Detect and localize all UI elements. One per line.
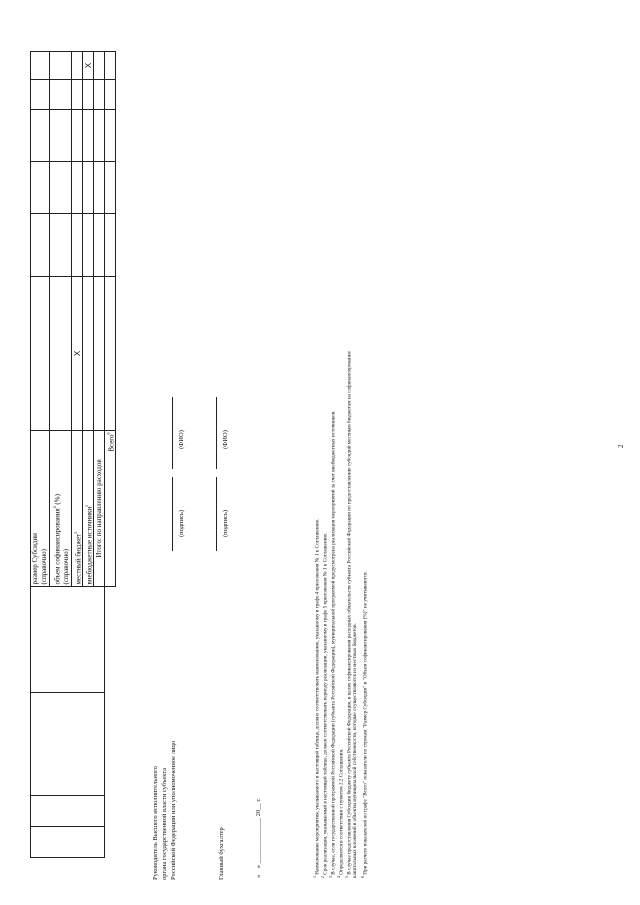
row-label-grand-total: Всего$^6$ <box>105 431 116 587</box>
row-label-subsidy-size: размер Субсидии (справочно) <box>31 431 50 587</box>
fio-line <box>172 397 173 469</box>
footnote: $^4$ Определяется в соответствии с пунктом 2.2 Соглашения. <box>336 748 345 878</box>
footnote: $^3$ В случае, если государственной программой Российской Федерации (субъекта Российской Федерации), муниципальной программой предусмотрена реализация мероприятий за счет внебюджетных источников. <box>328 410 337 878</box>
page-number: 2 <box>617 444 625 448</box>
row-label-total-by-direction: Итого: по направлению расходов <box>94 431 105 587</box>
cell-x-mark: X <box>83 52 94 80</box>
accountant-title: Главный бухгалтер <box>218 827 225 880</box>
row-label-local-budget: местный бюджет$^5$ <box>72 431 83 587</box>
table-row <box>105 52 116 858</box>
head-title-line-3: Российской Федерации или уполномоченное лицо <box>170 740 177 880</box>
footnote: $^1$ Наименование мероприятия, указываемого в настоящей таблице, должно соответствовать наименованию, указанному в графе 4 приложения № 1 к Соглашению. <box>312 518 321 878</box>
signature-line <box>216 477 217 551</box>
signature-caption: (подпись) <box>222 510 229 537</box>
table-row <box>31 52 50 858</box>
financing-table <box>30 51 116 858</box>
cell-x-mark: X <box>72 277 83 431</box>
row-label-extrabudget: внебюджетные источники$^5$ <box>83 431 94 587</box>
head-title-line-1: Руководитель Высшего исполнительного <box>152 766 159 880</box>
footnote-continuation: капитальных вложений в объекты муниципальной собственности, которые осуществляются из местных бюджетов. <box>352 623 358 878</box>
head-title-line-2: органа государственной власти субъекта <box>161 767 168 880</box>
fio-caption: (ФИО) <box>178 430 185 449</box>
date-line: « » ______________ 20__ г. <box>255 798 262 878</box>
footnote: $^2$ Срок реализации, указываемый в настоящей таблице, должен соответствовать периоду реализации, указанному в графе 5 приложения № 1 к Соглашению. <box>320 532 329 878</box>
signature-caption: (подпись) <box>178 510 185 537</box>
row-label-cofinancing: объем софинансирования$^4$ (%) (справочно) <box>50 431 72 587</box>
footnote: $^5$ В случае предоставления Субсидии бюджету субъекта Российской Федерации, в целях софинансирования расходных обязательств субъекта Российской Федерации по предоставлению субсидий местным бюджетам на софинансирование <box>344 351 353 878</box>
footnote: $^6$ При расчете показателей по графе "Всего" показатели по строкам "Размер Субсидии" и "Объем софинансирования (%)" не учитываются. <box>360 571 369 878</box>
fio-line <box>216 397 217 469</box>
fio-caption: (ФИО) <box>222 430 229 449</box>
signature-line <box>172 477 173 551</box>
